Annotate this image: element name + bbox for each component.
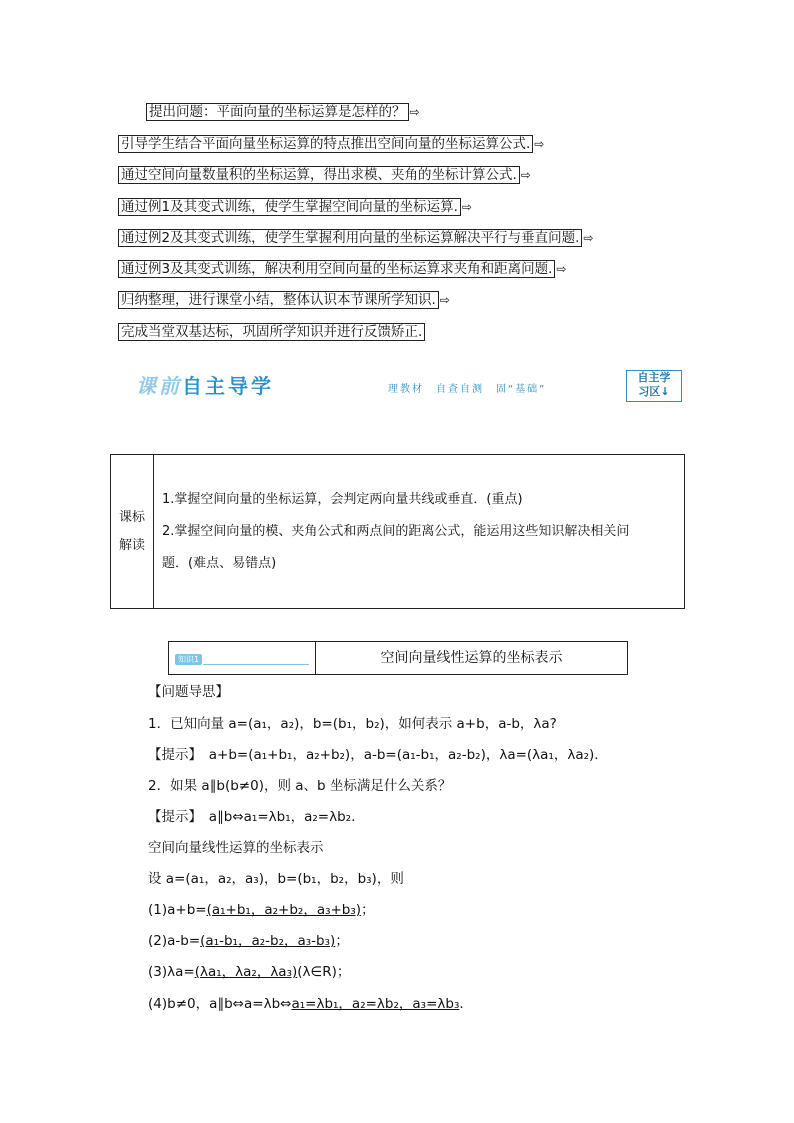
formula-3-suffix: (λ∈R)； xyxy=(297,964,351,980)
hint-2-label: 【提示】 xyxy=(148,809,196,825)
formula-2-prefix: (2)a-b= xyxy=(148,933,201,949)
flow-line-7-text: 归纳整理，进行课堂小结，整体认识本节课所学知识. xyxy=(118,291,439,309)
standards-label-line-2: 解读 xyxy=(118,537,145,553)
formula-4-suffix: . xyxy=(459,996,464,1012)
flow-line-1-text: 提出问题：平面向量的坐标运算是怎样的？ xyxy=(146,103,409,121)
flow-line-4-text: 通过例1及其变式训练，使学生掌握空间向量的坐标运算. xyxy=(118,198,461,216)
flow-line-5-text: 通过例2及其变式训练，使学生掌握利用向量的坐标运算解决平行与垂直问题. xyxy=(118,229,582,247)
badge-line-1: 自主学 xyxy=(637,371,671,384)
flow-line-4 xyxy=(118,198,472,216)
formula-1-prefix: (1)a+b= xyxy=(148,902,207,918)
formula-2-answer: (a₁-b₁，a₂-b₂，a₃-b₃) xyxy=(200,933,336,949)
standards-label xyxy=(111,455,154,609)
arrow-icon: ⇨ xyxy=(556,262,567,276)
arrow-icon: ⇨ xyxy=(583,231,594,245)
formula-3-answer: (λa₁，λa₂，λa₃) xyxy=(194,964,298,980)
flow-line-1 xyxy=(146,103,420,121)
formula-1-suffix: ； xyxy=(361,902,375,918)
question-1: 1．已知向量 a=(a₁，a₂)，b=(b₁，b₂)，如何表示 a+b，a-b，λa? xyxy=(148,716,557,732)
formula-3-prefix: (3)λa= xyxy=(148,964,195,980)
flow-line-8 xyxy=(118,323,425,341)
arrow-icon: ⇨ xyxy=(461,200,472,214)
banner-title xyxy=(136,370,274,399)
flow-line-6-text: 通过例3及其变式训练，解决利用空间向量的坐标运算求夹角和距离问题. xyxy=(118,260,555,278)
arrow-icon: ⇨ xyxy=(409,105,420,119)
flow-line-3 xyxy=(118,166,531,184)
arrow-icon: ⇨ xyxy=(534,137,545,151)
standards-item-2b: 题．(难点、易错点) xyxy=(162,555,277,571)
formula-1-answer: (a₁+b₁，a₂+b₂，a₃+b₃) xyxy=(206,902,362,918)
flow-line-8-text: 完成当堂双基达标，巩固所学知识并进行反馈矫正. xyxy=(118,323,425,341)
curriculum-standards-table xyxy=(110,454,685,609)
formula-1 xyxy=(148,901,375,919)
knowledge-tag-line xyxy=(203,664,309,665)
formula-2 xyxy=(148,932,349,950)
flow-line-5 xyxy=(118,229,593,247)
flow-line-7 xyxy=(118,291,450,309)
formula-4-answer: a₁=λb₁，a₂=λb₂，a₃=λb₃ xyxy=(291,996,460,1012)
arrow-icon: ⇨ xyxy=(520,168,531,182)
arrow-icon: ⇨ xyxy=(439,293,450,307)
formula-3 xyxy=(148,963,350,981)
section-banner xyxy=(122,368,682,402)
hint-2 xyxy=(148,808,355,826)
flow-line-6 xyxy=(118,260,566,278)
formula-4-prefix: (4)b≠0，a∥b⇔a=λb⇔ xyxy=(148,996,292,1012)
flow-line-2 xyxy=(118,135,544,153)
hint-1-label: 【提示】 xyxy=(148,747,196,763)
self-study-badge[interactable] xyxy=(626,370,682,402)
formula-2-suffix: ； xyxy=(335,933,349,949)
standards-item-1: 1.掌握空间向量的坐标运算，会判定两向量共线或垂直．(重点) xyxy=(162,491,523,507)
banner-title-light: 课前 xyxy=(136,374,182,398)
down-arrow-icon: ↓ xyxy=(660,385,670,398)
knowledge-point-header xyxy=(168,641,628,675)
section-title: 空间向量线性运算的坐标表示 xyxy=(148,840,324,856)
standards-label-line-1: 课标 xyxy=(118,509,145,525)
banner-subtitle: 理教材 自查自测 固“基础” xyxy=(388,384,547,395)
flow-line-3-text: 通过空间向量数量积的坐标运算，得出求模、夹角的坐标计算公式. xyxy=(118,166,520,184)
given-statement: 设 a=(a₁，a₂，a₃)，b=(b₁，b₂，b₃)，则 xyxy=(148,871,404,887)
question-2: 2．如果 a∥b(b≠0)，则 a、b 坐标满足什么关系？ xyxy=(148,778,452,794)
standards-item-2a: 2.掌握空间向量的模、夹角公式和两点间的距离公式，能运用这些知识解决相关问 xyxy=(162,523,630,539)
standards-content xyxy=(154,455,685,609)
knowledge-tag xyxy=(169,642,316,674)
knowledge-tag-chip: 知识1 xyxy=(175,654,202,665)
badge-line-2: 习区 xyxy=(638,385,661,398)
hint-2-text: a∥b⇔a₁=λb₁，a₂=λb₂. xyxy=(208,809,356,825)
hint-1-text: a+b=(a₁+b₁，a₂+b₂)，a-b=(a₁-b₁，a₂-b₂)，λa=(λa₁，λa₂)． xyxy=(208,747,608,763)
knowledge-title: 空间向量线性运算的坐标表示 xyxy=(380,650,563,666)
banner-title-dark: 自主导学 xyxy=(182,374,274,398)
guide-heading: 【问题导思】 xyxy=(148,684,229,700)
hint-1 xyxy=(148,746,608,764)
flow-line-2-text: 引导学生结合平面向量坐标运算的特点推出空间向量的坐标运算公式. xyxy=(118,135,533,153)
formula-4 xyxy=(148,995,464,1013)
